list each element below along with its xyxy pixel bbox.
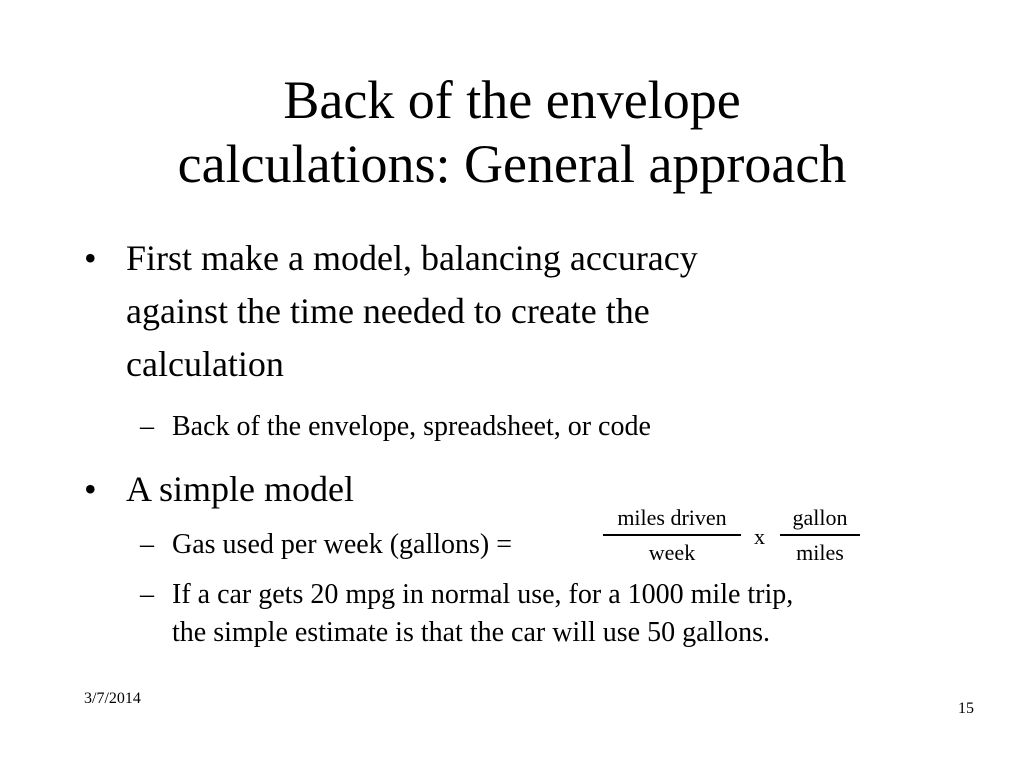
fraction-denominator: week [648,540,696,565]
bullet-dot-icon: • [84,238,97,278]
subbullet-text: Back of the envelope, spreadsheet, or code [172,411,651,442]
bullet-dot-icon: • [84,469,97,509]
fraction-numerator: miles driven [617,505,727,530]
subbullet-car-example [140,576,793,652]
subbullet-gas-used [140,526,512,564]
footer-date: 3/7/2014 [84,690,141,707]
fraction-numerator: gallon [792,505,848,530]
bullet-first-make-a-model [84,232,884,391]
page-number: 15 [958,700,974,717]
bullet-row [84,232,884,391]
dash-icon: – [140,579,154,610]
subbullet-text: Gas used per week (gallons) = [172,529,513,560]
fraction-bar [780,534,860,536]
subbullet-text-line-2: the simple estimate is that the car will use 50 gallons. [172,617,770,648]
subbullet-text-line-1: If a car gets 20 mpg in normal use, for a 1000 mile trip, [172,579,794,610]
bullet-text-line-2: against the time needed to create the [126,291,650,331]
bullet-text-line-1: First make a model, balancing accuracy [126,238,698,278]
multiply-operator: x [754,524,765,549]
dash-icon: – [140,411,154,442]
bullet-a-simple-model [84,463,354,516]
fraction-miles-per-week [603,505,741,566]
fraction-gallon-per-mile [780,505,860,566]
slide-title-line-1: Back of the envelope [283,70,741,130]
bullet-row [84,463,354,516]
dash-icon: – [140,529,154,560]
bullet-text-line-3: calculation [126,344,284,384]
fraction-denominator: miles [796,540,844,565]
subbullet-back-of-envelope [140,408,651,446]
slide-title [0,68,1024,196]
slide-title-line-2: calculations: General approach [177,134,847,194]
fraction-bar [603,534,741,536]
bullet-text: A simple model [126,469,354,509]
